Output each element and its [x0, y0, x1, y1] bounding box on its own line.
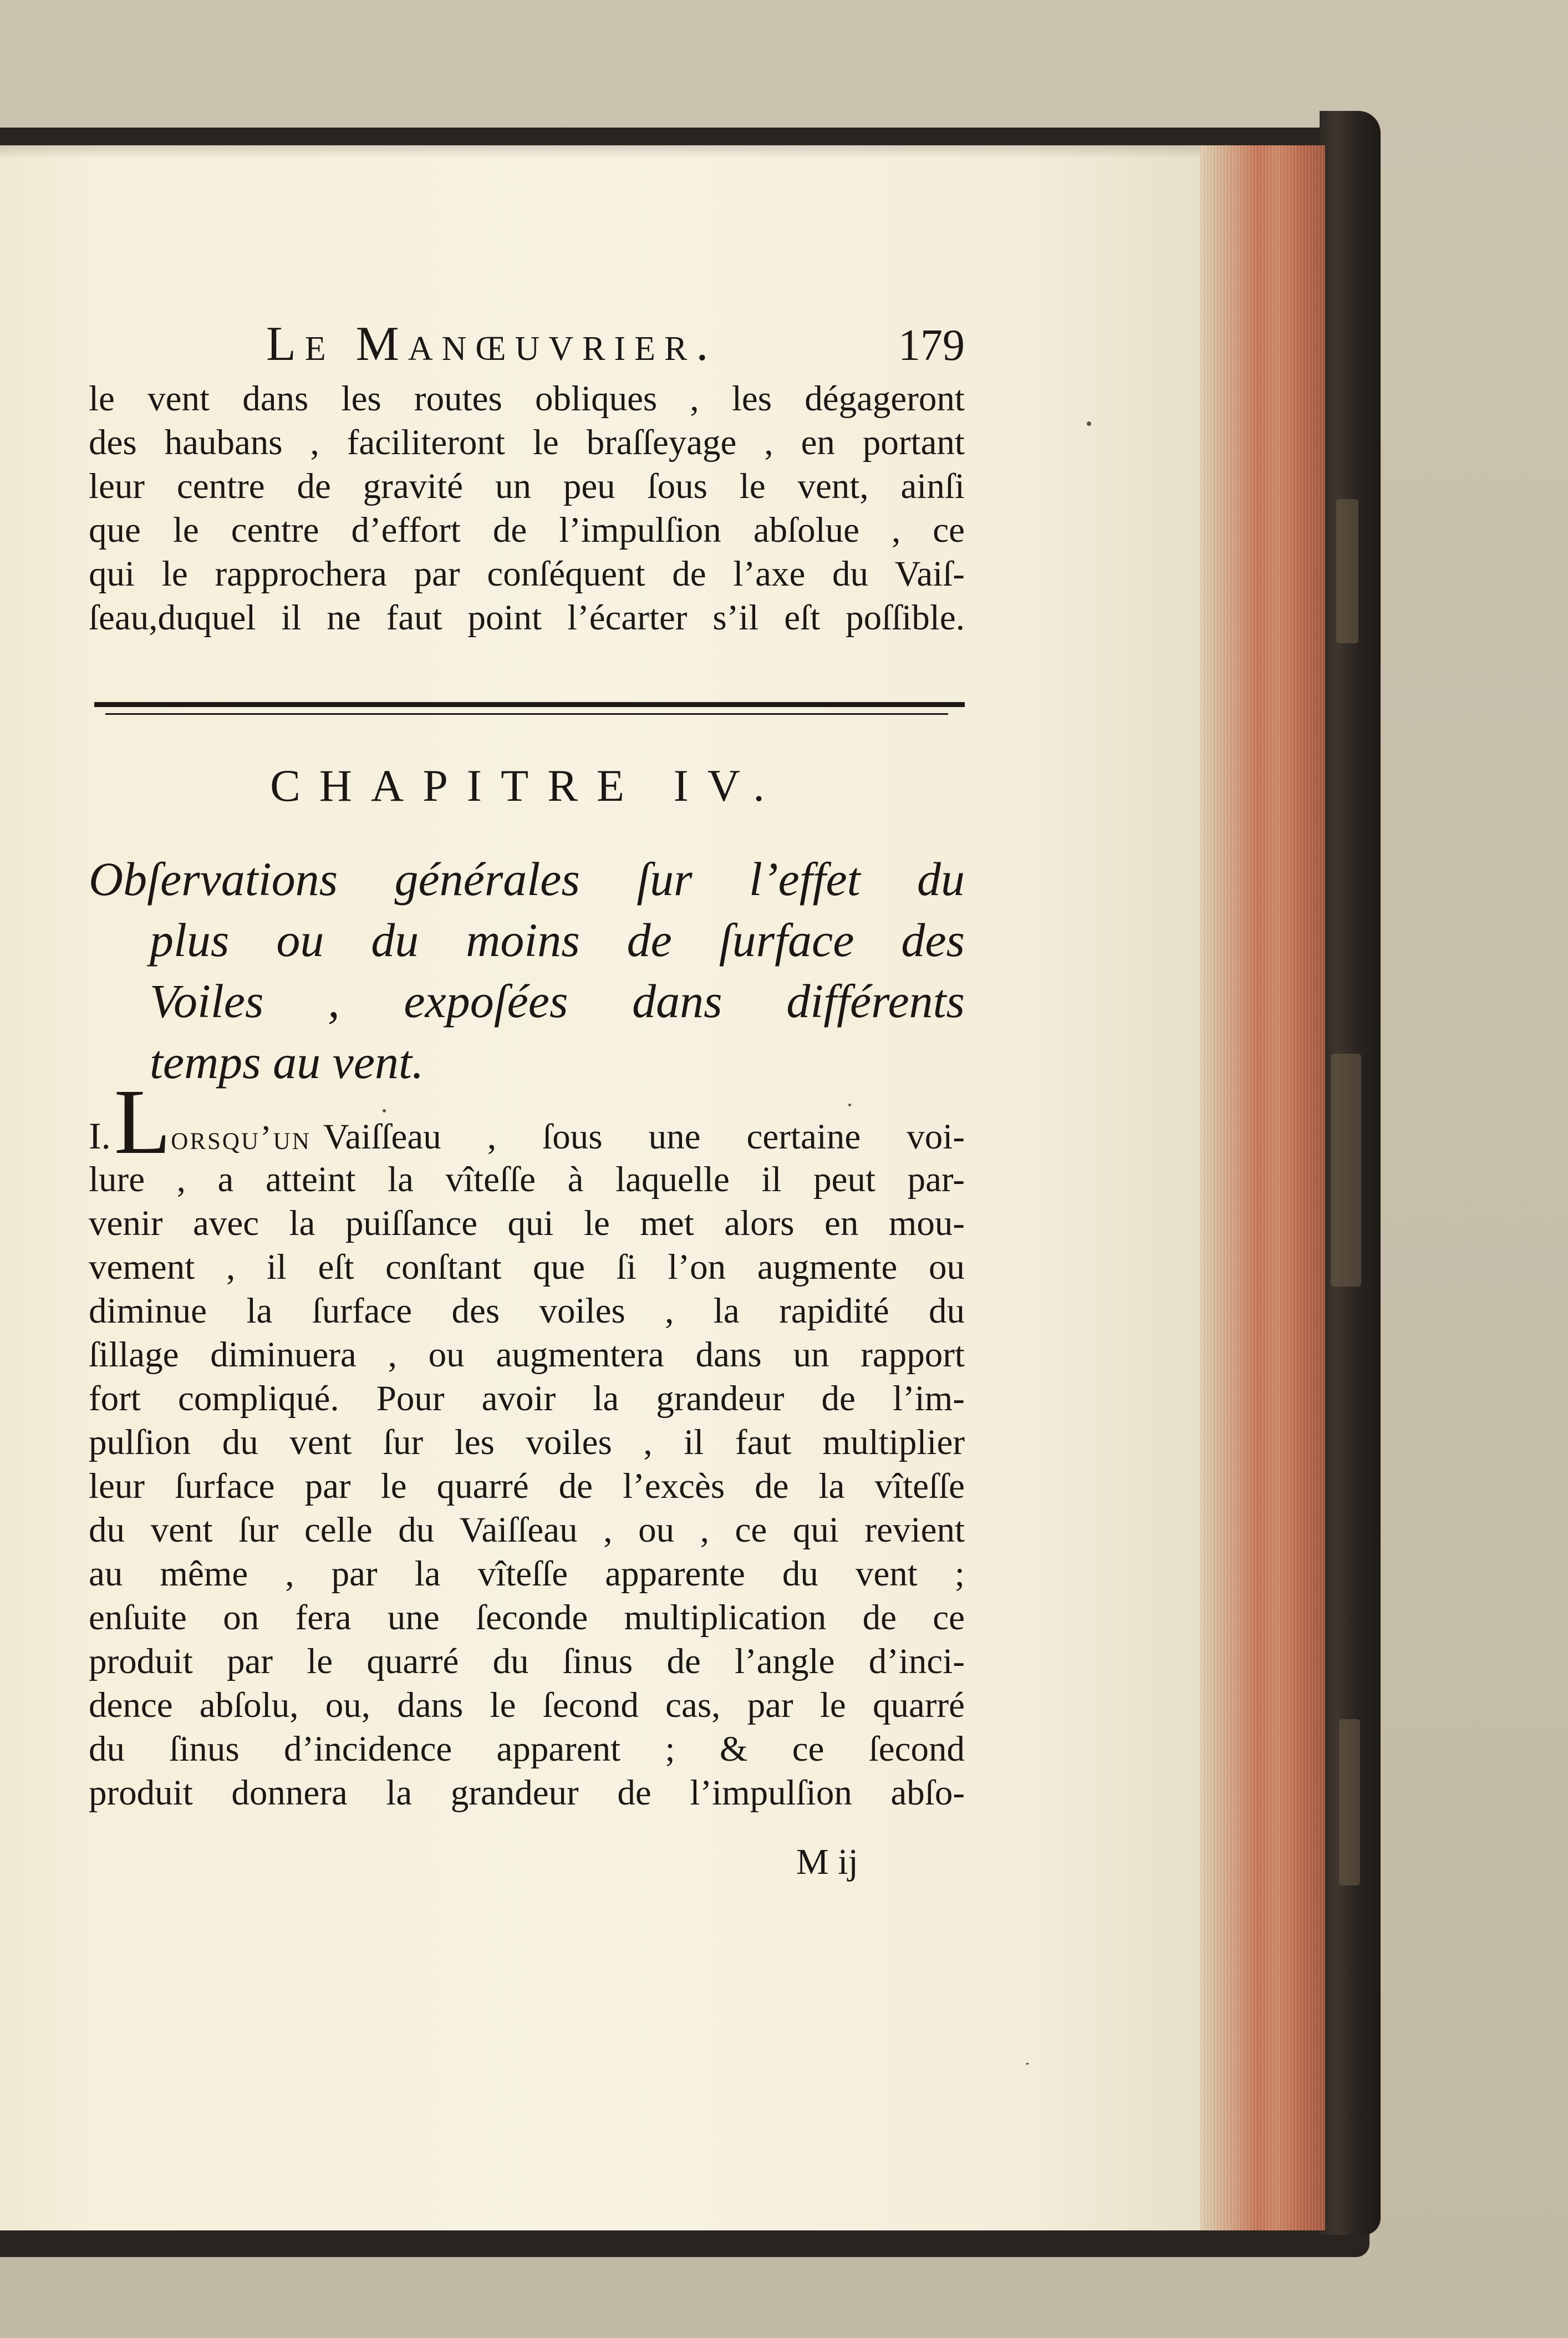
chapter-subtitle — [89, 848, 965, 1092]
text-line: vement , il eſt conſtant que ſi l’on augmente ou — [89, 1247, 965, 1287]
signature-mark: M ij — [796, 1842, 858, 1882]
text-line: produit donnera la grandeur de l’impulſion abſo- — [89, 1773, 965, 1813]
text-line: venir avec la puiſſance qui le met alors en mou- — [89, 1203, 965, 1243]
subtitle-line: Voiles , expoſées dans différents — [150, 974, 965, 1028]
drop-cap: L — [114, 1070, 171, 1173]
text-line: leur ſurface par le quarré de l’excès de la vîteſſe — [89, 1466, 965, 1506]
text-line: que le centre d’effort de l’impulſion abſolue , ce — [89, 510, 965, 550]
text-line: dence abſolu, ou, dans le ſecond cas, par le quarré — [89, 1685, 965, 1725]
divider-thin-line — [105, 713, 948, 715]
running-title: Le Manœuvrier. — [266, 317, 717, 371]
subtitle-line: plus ou du moins de ſurface des — [150, 913, 965, 967]
paper-speck — [1026, 2063, 1029, 2065]
paper-speck — [383, 1109, 386, 1112]
section-divider — [94, 702, 965, 716]
text-line: diminue la ſurface des voiles , la rapidité du — [89, 1291, 965, 1331]
paper-speck — [1087, 421, 1091, 426]
text-line: des haubans , faciliteront le braſſeyage , en portant — [89, 423, 965, 462]
book-board-edge — [1320, 111, 1381, 2235]
page-text-top — [89, 316, 965, 640]
text-line: le vent dans les routes obliques , les dégageront — [89, 379, 965, 419]
text-line: du vent ſur celle du Vaiſſeau , ou , ce qui revient — [89, 1510, 965, 1550]
subtitle-line: temps au vent. — [150, 1035, 424, 1089]
text-line: leur centre de gravité un peu ſous le vent, ainſi — [89, 466, 965, 506]
text-line: produit par le quarré du ſinus de l’angle d’inci- — [89, 1641, 965, 1681]
page-shadow — [0, 145, 1200, 159]
small-caps-word: orsqu’un — [171, 1119, 311, 1157]
paragraph-one — [89, 1070, 965, 1815]
running-head — [89, 316, 965, 377]
paragraph-first-line — [89, 1070, 965, 1173]
paragraph-body — [89, 1158, 965, 1815]
text-line: au même , par la vîteſſe apparente du vent ; — [89, 1554, 965, 1594]
top-paragraph — [89, 377, 965, 640]
text-line: ſillage diminuera , ou augmentera dans un rapport — [89, 1335, 965, 1375]
first-line-text: Vaiſſeau , ſous une certaine voi- — [323, 1117, 965, 1157]
text-line: lure , a atteint la vîteſſe à laquelle il peut par- — [89, 1160, 965, 1200]
text-line: pulſion du vent ſur les voiles , il faut multiplier — [89, 1422, 965, 1462]
text-line: qui le rapprochera par conſéquent de l’axe du Vaiſ- — [89, 554, 965, 594]
page-fore-edge-texture — [1192, 145, 1325, 2230]
text-line: enſuite on fera une ſeconde multiplication de ce — [89, 1598, 965, 1638]
chapter-title: CHAPITRE IV. — [270, 760, 783, 811]
text-line: du ſinus d’incidence apparent ; & ce ſecond — [89, 1729, 965, 1769]
paragraph-number: I. — [89, 1115, 111, 1157]
text-line: fort compliqué. Pour avoir la grandeur de l’im- — [89, 1379, 965, 1419]
paper-speck — [848, 1104, 851, 1106]
divider-thick-line — [94, 702, 965, 707]
subtitle-line: Obſervations générales ſur l’effet du — [89, 852, 965, 906]
text-line: ſeau,duquel il ne faut point l’écarter s’il eſt poſſible. — [89, 598, 965, 638]
page-number: 179 — [898, 321, 965, 370]
